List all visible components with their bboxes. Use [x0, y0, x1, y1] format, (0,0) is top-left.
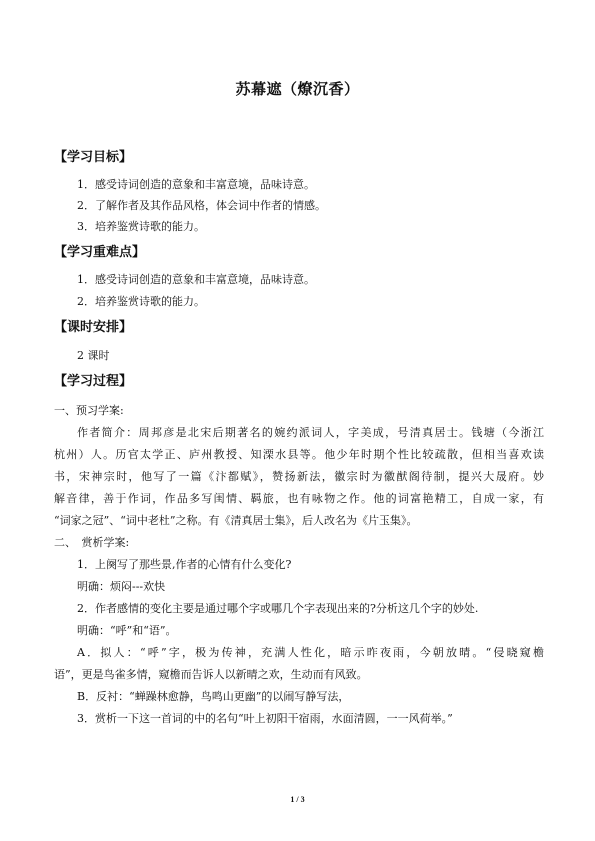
answer-2-a-line: A．拟人：“呼”字，极为传神，充满人性化，暗示昨夜雨，今朝放晴。“侵晓窥檐	[77, 646, 544, 659]
answer-1: 明确：烦闷---欢快	[77, 580, 166, 593]
goal-item: 2．了解作者及其作品风格，体会词中作者的情感。	[77, 199, 326, 212]
author-intro-line: 解音律，善于作词，作品多写闺情、羁旅，也有咏物之作。他的词富艳精工，自成一家，有	[54, 492, 544, 505]
answer-2: 明确：“呼”和“语”。	[77, 624, 177, 637]
part-title-appreciation: 二、 赏析学案:	[54, 536, 130, 549]
author-intro-line: 书，宋神宗时，他写了一篇《汴都赋》，赞扬新法，徽宗时为徽猷阁待制，提兴大晟府。妙	[54, 470, 544, 483]
goal-item: 1．感受诗词创造的意象和丰富意境，品味诗意。	[77, 178, 315, 191]
page-title: 苏幕遮（燎沉香）	[235, 80, 360, 98]
section-heading-key-points: 【学习重难点】	[54, 245, 146, 260]
question-1: 1．上阕写了那些景,作者的心情有什么变化?	[77, 558, 292, 571]
section-heading-process: 【学习过程】	[54, 374, 133, 389]
author-intro-line: 杭州）人。历官太学正、庐州教授、知溧水县等。他少年时期个性比较疏散，但相当喜欢读	[54, 448, 544, 461]
question-3: 3．赏析一下这一首词的中的名句“叶上初阳干宿雨，水面清圆，一一风荷举。”	[77, 712, 453, 725]
schedule-value: 2 课时	[77, 349, 110, 362]
author-intro-line: 作者简介：周邦彦是北宋后期著名的婉约派词人，字美成，号清真居士。钱塘（今浙江	[77, 426, 544, 439]
page-number: 1 / 3	[290, 795, 305, 804]
part-title-preview: 一、预习学案:	[54, 404, 124, 417]
answer-2-a-line: 语”，更是鸟雀多情，窥檐而告诉人以新晴之欢，生动而有风致。	[54, 668, 368, 681]
key-point-item: 2．培养鉴赏诗歌的能力。	[77, 295, 205, 308]
question-2: 2．作者感情的变化主要是通过哪个字或哪几个字表现出来的?分析这几个字的妙处.	[77, 602, 479, 615]
key-point-item: 1．感受诗词创造的意象和丰富意境，品味诗意。	[77, 273, 315, 286]
goal-item: 3．培养鉴赏诗歌的能力。	[77, 220, 205, 233]
section-heading-schedule: 【课时安排】	[54, 320, 133, 335]
author-intro-line: “词家之冠”、“词中老杜”之称。有《清真居士集》，后人改名为《片玉集》。	[54, 514, 418, 527]
answer-2-b: B．反衬：“蝉躁林愈静，鸟鸣山更幽”的以闹写静写法，	[77, 690, 350, 703]
section-heading-goals: 【学习目标】	[54, 150, 133, 165]
